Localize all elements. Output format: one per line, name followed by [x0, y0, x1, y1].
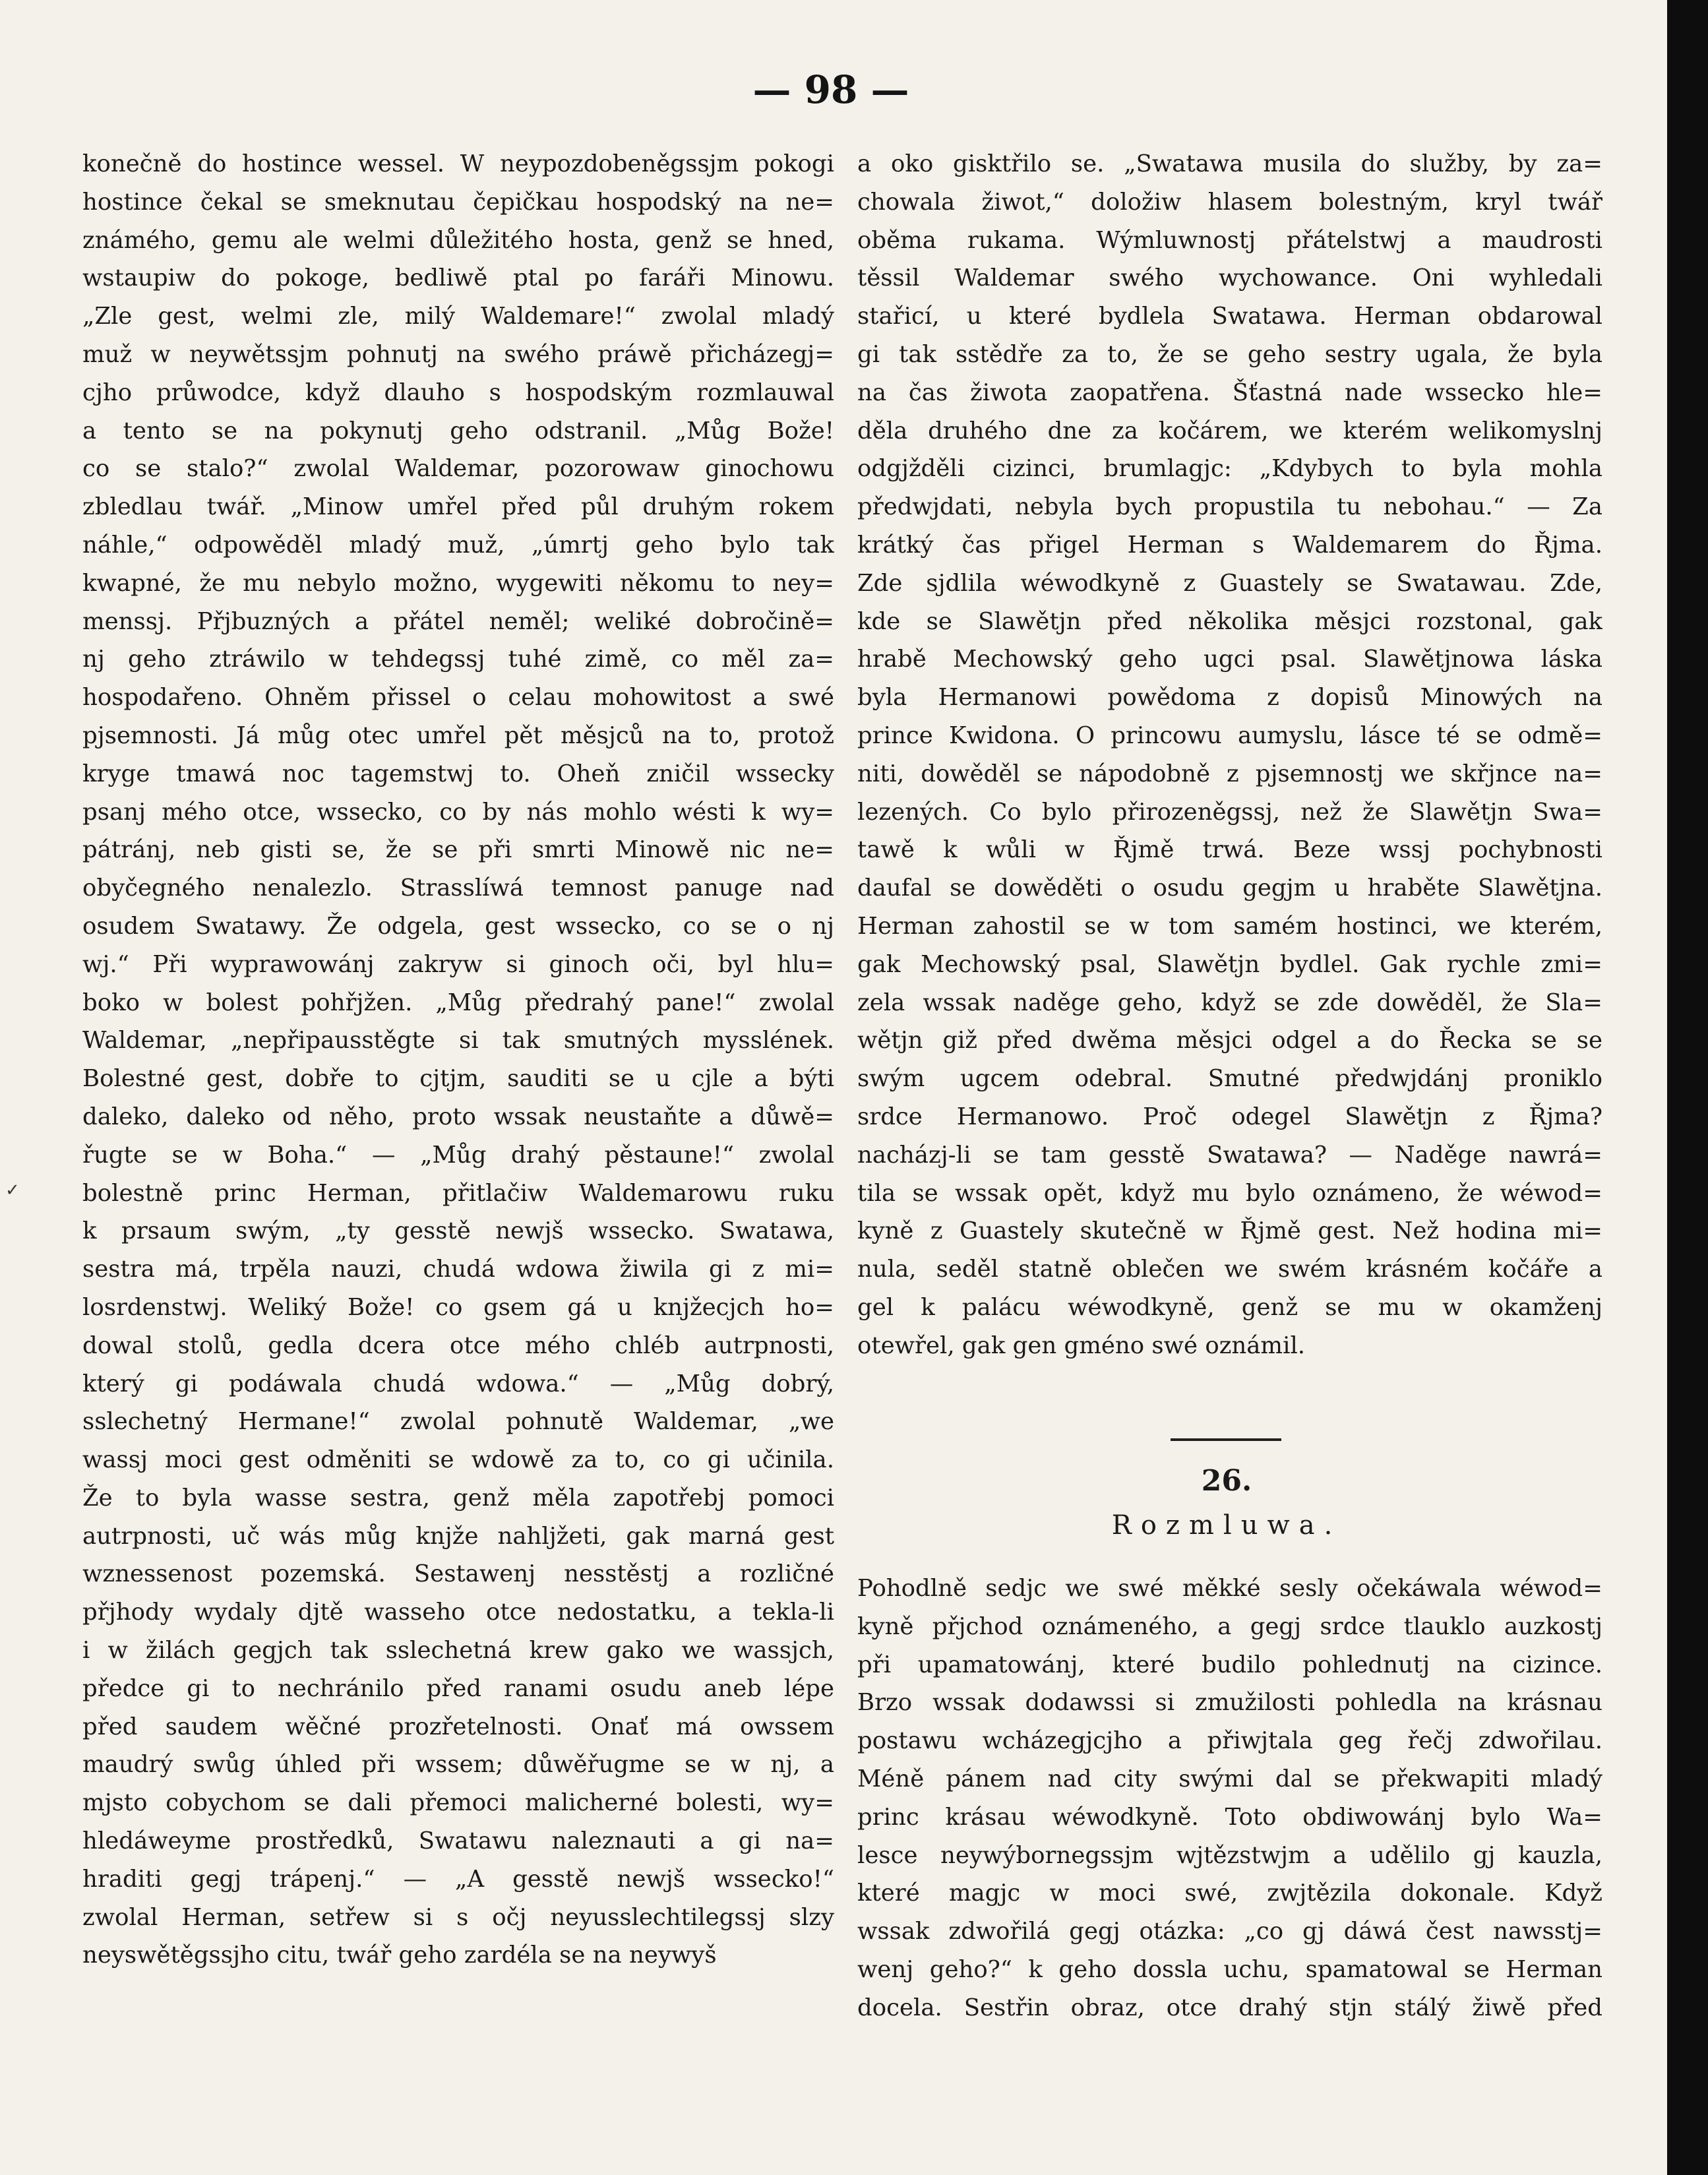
text-line: sestra má, trpěla nauzi, chudá wdowa žiwila gi z mi= — [82, 1256, 834, 1283]
text-line: obyčegného nenalezlo. Strasslíwá temnost panuge nad — [82, 874, 834, 902]
text-line: psanj mého otce, wssecko, co by nás mohlo wésti k wy= — [82, 798, 834, 826]
text-line: Bolestné gest, dobře to cjtjm, sauditi se u cjle a býti — [82, 1065, 834, 1093]
text-line: tawě k wůli w Řjmě trwá. Beze wssj pochybnosti — [857, 836, 1602, 864]
text-line: cjho průwodce, když dlauho s hospodským rozmlauwal — [82, 379, 834, 406]
text-line: Brzo wssak dodawssi si zmužilosti pohledla na krásnau — [857, 1689, 1602, 1717]
text-line: který gi podáwala chudá wdowa.“ — „Můg dobrý, — [82, 1370, 834, 1397]
text-line: autrpnosti, uč wás můg knjže nahljžeti, gak marná gest — [82, 1522, 834, 1550]
text-line: osudem Swatawy. Že odgela, gest wssecko, co se o nj — [82, 912, 834, 940]
text-line: těssil Waldemar swého wychowance. Oni wyhledali — [857, 264, 1602, 292]
text-line: sslechetný Hermane!“ zwolal pohnutě Waldemar, „we — [82, 1408, 834, 1436]
text-line: přjhody wydaly djtě wasseho otce nedostatku, a tekla-li — [82, 1599, 834, 1626]
text-line: kde se Slawětjn před několika měsjci rozstonal, gak — [857, 607, 1602, 635]
text-line: řugte se w Boha.“ — „Můg drahý pěstaune!“ zwolal — [82, 1141, 834, 1169]
text-line: lesce neywýbornegssjm wjtězstwjm a udělilo gj kauzla, — [857, 1841, 1602, 1869]
text-line: kwapné, že mu nebylo možno, wygewiti někomu to ney= — [82, 569, 834, 597]
text-line: wssak zdwořilá gegj otázka: „co gj dáwá čest nawsstj= — [857, 1918, 1602, 1945]
text-line: muž w neywětssjm pohnutj na swého práwě přicházegj= — [82, 340, 834, 368]
text-line: postawu wcházegjcjho a přiwjtala geg řečj zdwořilau. — [857, 1727, 1602, 1755]
text-line: boko w bolest pohřjžen. „Můg předrahý pane!“ zwolal — [82, 989, 834, 1016]
text-line: Herman zahostil se w tom samém hostinci, we kterém, — [857, 912, 1602, 940]
text-line: před saudem wěčné prozřetelnosti. Onať má owssem — [82, 1713, 834, 1740]
text-line: lezených. Co bylo přirozeněgssj, než že Slawětjn Swa= — [857, 798, 1602, 826]
text-line: dowal stolů, gedla dcera otce mého chléb autrpnosti, — [82, 1332, 834, 1359]
text-line: nacházj-li se tam gesstě Swatawa? — Naděge nawrá= — [857, 1141, 1602, 1169]
text-line: daleko, daleko od něho, proto wssak neustaňte a důwě= — [82, 1103, 834, 1130]
right-text-column — [857, 145, 1602, 1365]
text-line: Méně pánem nad city swými dal se překwapiti mladý — [857, 1765, 1602, 1792]
text-line: gi tak sstědře za to, že se geho sestry ugala, že byla — [857, 340, 1602, 368]
text-line: kryge tmawá noc tagemstwj to. Oheň zničil wssecky — [82, 760, 834, 787]
text-line: stařicí, u které bydlela Swatawa. Herman obdarowal — [857, 303, 1602, 330]
page-number: — 98 — — [752, 67, 909, 112]
margin-mark: ✓ — [5, 1180, 20, 1200]
text-line: konečně do hostince wessel. W neypozdobeněgssjm pokogi — [82, 150, 834, 177]
text-line: losrdenstwj. Weliký Bože! co gsem gá u knjžecjch ho= — [82, 1293, 834, 1321]
text-line: wassj moci gest odměniti se wdowě za to, co gi učinila. — [82, 1446, 834, 1474]
text-line: prince Kwidona. O princowu aumyslu, lásce té se odmě= — [857, 721, 1602, 749]
text-line: a tento se na pokynutj geho odstranil. „Můg Bože! — [82, 417, 834, 444]
text-line: i w žilách gegjch tak sslechetná krew gako we wassjch, — [82, 1637, 834, 1665]
text-line: hrabě Mechowský geho ugci psal. Slawětjnowa láska — [857, 646, 1602, 673]
text-line: chowala žiwot,“ doložiw hlasem bolestným, kryl twář — [857, 188, 1602, 216]
text-line: pátránj, neb gisti se, že se při smrti Minowě nic ne= — [82, 836, 834, 864]
text-line: mjsto cobychom se dali přemoci malicherné bolesti, wy= — [82, 1789, 834, 1817]
text-line: tila se wssak opět, když mu bylo oznámeno, že wéwod= — [857, 1179, 1602, 1207]
text-line: známého, gemu ale welmi důležitého hosta, genž se hned, — [82, 226, 834, 254]
text-line: kyně přjchod oznámeného, a gegj srdce tlauklo auzkostj — [857, 1612, 1602, 1640]
text-line: swým ugcem odebral. Smutné předwjdánj proniklo — [857, 1065, 1602, 1093]
section-divider-rule — [1171, 1438, 1281, 1441]
text-line: hledáweyme prostředků, Swatawu naleznauti a gi na= — [82, 1827, 834, 1855]
text-line: náhle,“ odpowěděl mladý muž, „úmrtj geho bylo tak — [82, 531, 834, 559]
text-line: předce gi to nechránilo před ranami osudu aneb lépe — [82, 1674, 834, 1702]
text-line: pjsemnosti. Já můg otec umřel pět měsjců na to, protož — [82, 721, 834, 749]
text-line: princ krásau wéwodkyně. Toto obdiwowánj bylo Wa= — [857, 1803, 1602, 1831]
right-section-column — [857, 1570, 1602, 2027]
text-line: wenj geho?“ k geho dossla uchu, spamatowal se Herman — [857, 1955, 1602, 1983]
text-line: niti, dowěděl se nápodobně z pjsemnostj we skřjnce na= — [857, 760, 1602, 787]
text-line: hraditi gegj trápenj.“ — „A gesstě newjš wssecko!“ — [82, 1865, 834, 1893]
text-line: kyně z Guastely skutečně w Řjmě gest. Než hodina mi= — [857, 1217, 1602, 1245]
text-line: děla druhého dne za kočárem, we kterém welikomyslnj — [857, 417, 1602, 444]
text-line: byla Hermanowi powědoma z dopisů Minowých na — [857, 684, 1602, 712]
text-line: otewřel, gak gen gméno swé oznámil. — [857, 1332, 1306, 1359]
text-line: gak Mechowský psal, Slawětjn bydlel. Gak rychle zmi= — [857, 950, 1602, 978]
text-line: daufal se dowěděti o osudu gegjm u hraběte Slawětjna. — [857, 874, 1602, 902]
text-line: menssj. Přjbuzných a přátel neměl; weliké dobročině= — [82, 607, 834, 635]
text-line: hostince čekal se smeknutau čepičkau hospodský na ne= — [82, 188, 834, 216]
text-line: nj geho ztráwilo w tehdegssj tuhé zimě, co měl za= — [82, 646, 834, 673]
text-line: wětjn giž před dwěma měsjci odgel a do Řecka se se — [857, 1027, 1602, 1055]
text-line: zbledlau twář. „Minow umřel před půl druhým rokem — [82, 493, 834, 521]
text-line: gel k palácu wéwodkyně, genž se mu w okamženj — [857, 1293, 1602, 1321]
section-title: Rozmluwa. — [1111, 1510, 1342, 1541]
text-line: hospodařeno. Ohněm přissel o celau mohowitost a swé — [82, 684, 834, 712]
text-line: na čas žiwota zaopatřena. Šťastná nade wssecko hle= — [857, 379, 1602, 406]
text-line: předwjdati, nebyla bych propustila tu nebohau.“ — Za — [857, 493, 1602, 521]
section-number: 26. — [1201, 1464, 1252, 1498]
text-line: Zde sjdlila wéwodkyně z Guastely se Swatawau. Zde, — [857, 569, 1602, 597]
text-line: odgjžděli cizinci, brumlagjc: „Kdybych to byla mohla — [857, 455, 1602, 483]
text-line: které magjc w moci swé, zwjtězila dokonale. Když — [857, 1880, 1602, 1907]
text-line: wj.“ Při wyprawowánj zakryw si ginoch oči, byl hlu= — [82, 950, 834, 978]
text-line: Waldemar, „nepřipausstěgte si tak smutných mysslének. — [82, 1027, 834, 1055]
text-line: k prsaum swým, „ty gesstě newjš wssecko. Swatawa, — [82, 1217, 834, 1245]
text-line: wstaupiw do pokoge, bedliwě ptal po faráři Minowu. — [82, 264, 834, 292]
text-line: zwolal Herman, setřew si s očj neyusslechtilegssj slzy — [82, 1903, 834, 1931]
text-line: při upamatowánj, které budilo pohlednutj na cizince. — [857, 1651, 1602, 1678]
text-line: zela wssak naděge geho, když se zde dowěděl, že Sla= — [857, 989, 1602, 1016]
text-line: co se stalo?“ zwolal Waldemar, pozorowaw ginochowu — [82, 455, 834, 483]
text-line: neyswětěgssjho citu, twář geho zardéla se na neywyš — [82, 1942, 717, 1969]
text-line: nula, seděl statně oblečen we swém krásném kočáře a — [857, 1256, 1602, 1283]
text-line: „Zle gest, welmi zle, milý Waldemare!“ zwolal mladý — [82, 303, 834, 330]
text-line: docela. Sestřin obraz, otce drahý stjn stálý žiwě před — [857, 1994, 1602, 2021]
text-line: srdce Hermanowo. Proč odegel Slawětjn z Řjma? — [857, 1103, 1602, 1130]
text-line: Že to byla wasse sestra, genž měla zapotřebj pomoci — [82, 1484, 834, 1512]
text-line: Pohodlně sedjc we swé měkké sesly očekáwala wéwod= — [857, 1575, 1602, 1602]
text-line: wznessenost pozemská. Sestawenj nesstěstj a rozličné — [82, 1560, 834, 1588]
text-line: oběma rukama. Wýmluwnostj přátelstwj a maudrosti — [857, 226, 1602, 254]
text-line: bolestně princ Herman, přitlačiw Waldemarowu ruku — [82, 1179, 834, 1207]
left-text-column — [82, 145, 834, 1975]
text-line: krátký čas přigel Herman s Waldemarem do Řjma. — [857, 531, 1602, 559]
text-line: maudrý swůg úhled při wssem; důwěřugme se w nj, a — [82, 1751, 834, 1779]
text-line: a oko gisktřilo se. „Swatawa musila do služby, by za= — [857, 150, 1602, 177]
